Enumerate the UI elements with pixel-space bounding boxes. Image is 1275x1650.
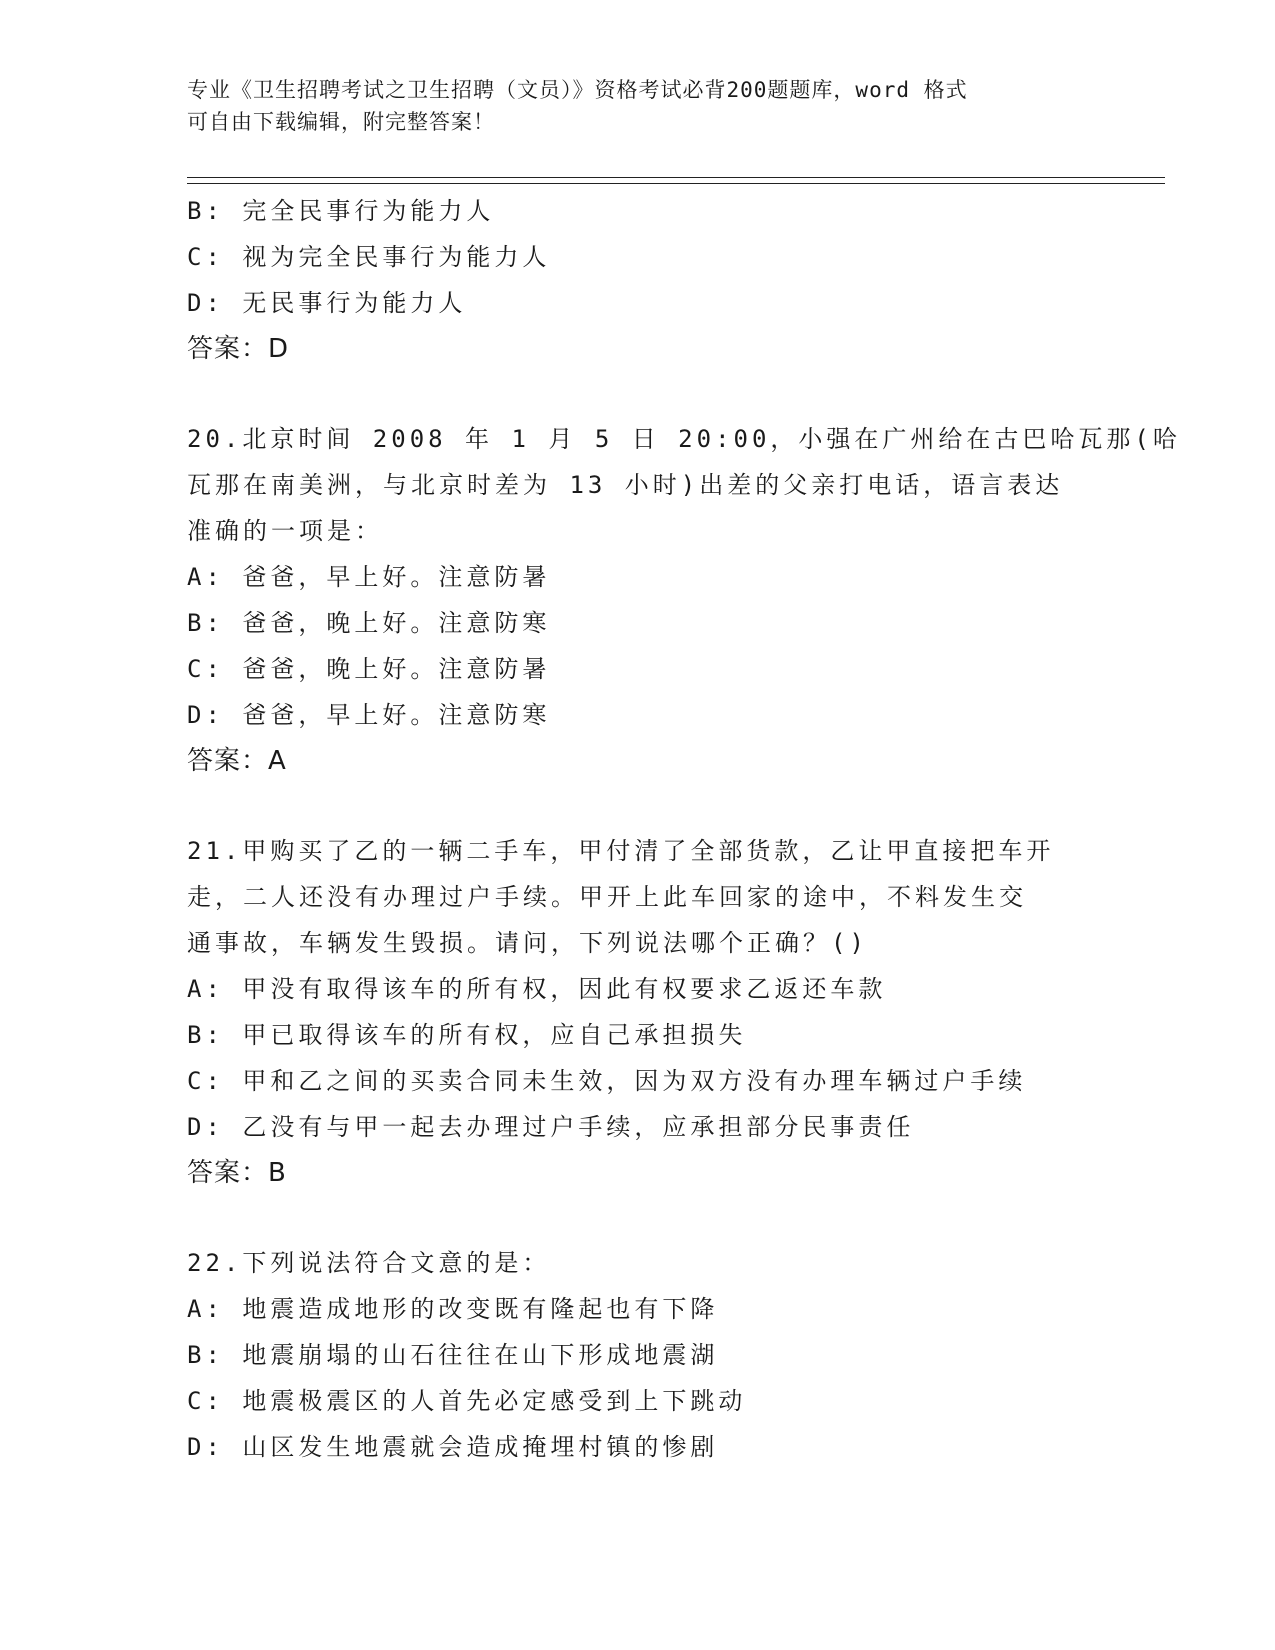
question-spacer bbox=[187, 784, 1087, 828]
option-a: A: 甲没有取得该车的所有权，因此有权要求乙返还车款 bbox=[187, 975, 887, 1003]
option-b: B: 爸爸，晚上好。注意防寒 bbox=[187, 609, 551, 637]
option-c: C: 甲和乙之间的买卖合同未生效，因为双方没有办理车辆过户手续 bbox=[187, 1067, 1027, 1095]
question-22 bbox=[187, 1240, 1087, 1470]
answer-line: 答案：A bbox=[187, 746, 287, 776]
answer-line: 答案：B bbox=[187, 1158, 287, 1188]
option-c: C: 爸爸，晚上好。注意防暑 bbox=[187, 655, 551, 683]
option-d: D: 乙没有与甲一起去办理过户手续，应承担部分民事责任 bbox=[187, 1113, 915, 1141]
option-a: A: 爸爸，早上好。注意防暑 bbox=[187, 563, 551, 591]
option-b: B: 完全民事行为能力人 bbox=[187, 197, 495, 225]
question-stem-line: 准确的一项是： bbox=[187, 517, 383, 545]
question-stem-line: 20.北京时间 2008 年 1 月 5 日 20:00，小强在广州给在古巴哈瓦那(哈 bbox=[187, 425, 1181, 453]
question-spacer bbox=[187, 1196, 1087, 1240]
option-b: B: 甲已取得该车的所有权，应自己承担损失 bbox=[187, 1021, 747, 1049]
option-a: A: 地震造成地形的改变既有隆起也有下降 bbox=[187, 1295, 719, 1323]
question-stem-line: 21.甲购买了乙的一辆二手车，甲付清了全部货款，乙让甲直接把车开 bbox=[187, 837, 1055, 865]
answer-line: 答案：D bbox=[187, 334, 290, 364]
question-stem-line: 瓦那在南美洲，与北京时差为 13 小时)出差的父亲打电话，语言表达 bbox=[187, 471, 1064, 499]
option-d: D: 无民事行为能力人 bbox=[187, 289, 467, 317]
header-divider-top bbox=[187, 177, 1165, 178]
header-title-line-1: 专业《卫生招聘考试之卫生招聘（文员）》资格考试必背200题题库，word 格式 bbox=[187, 78, 968, 102]
question-spacer bbox=[187, 372, 1087, 416]
question-stem-line: 走，二人还没有办理过户手续。甲开上此车回家的途中，不料发生交 bbox=[187, 883, 1027, 911]
question-stem-line: 22.下列说法符合文意的是： bbox=[187, 1249, 551, 1277]
option-d: D: 山区发生地震就会造成掩埋村镇的惨剧 bbox=[187, 1433, 719, 1461]
question-content bbox=[187, 188, 1181, 1470]
option-d: D: 爸爸，早上好。注意防寒 bbox=[187, 701, 551, 729]
question-20 bbox=[187, 416, 1181, 784]
question-stem-line: 通事故，车辆发生毁损。请问，下列说法哪个正确？() bbox=[187, 929, 868, 957]
question-19-continued bbox=[187, 188, 1087, 372]
question-21 bbox=[187, 828, 1087, 1196]
header-divider-bottom bbox=[187, 183, 1165, 184]
page-header bbox=[187, 74, 1067, 138]
option-c: C: 地震极震区的人首先必定感受到上下跳动 bbox=[187, 1387, 747, 1415]
option-b: B: 地震崩塌的山石往往在山下形成地震湖 bbox=[187, 1341, 719, 1369]
option-c: C: 视为完全民事行为能力人 bbox=[187, 243, 551, 271]
header-title-line-2: 可自由下载编辑，附完整答案！ bbox=[187, 110, 495, 134]
